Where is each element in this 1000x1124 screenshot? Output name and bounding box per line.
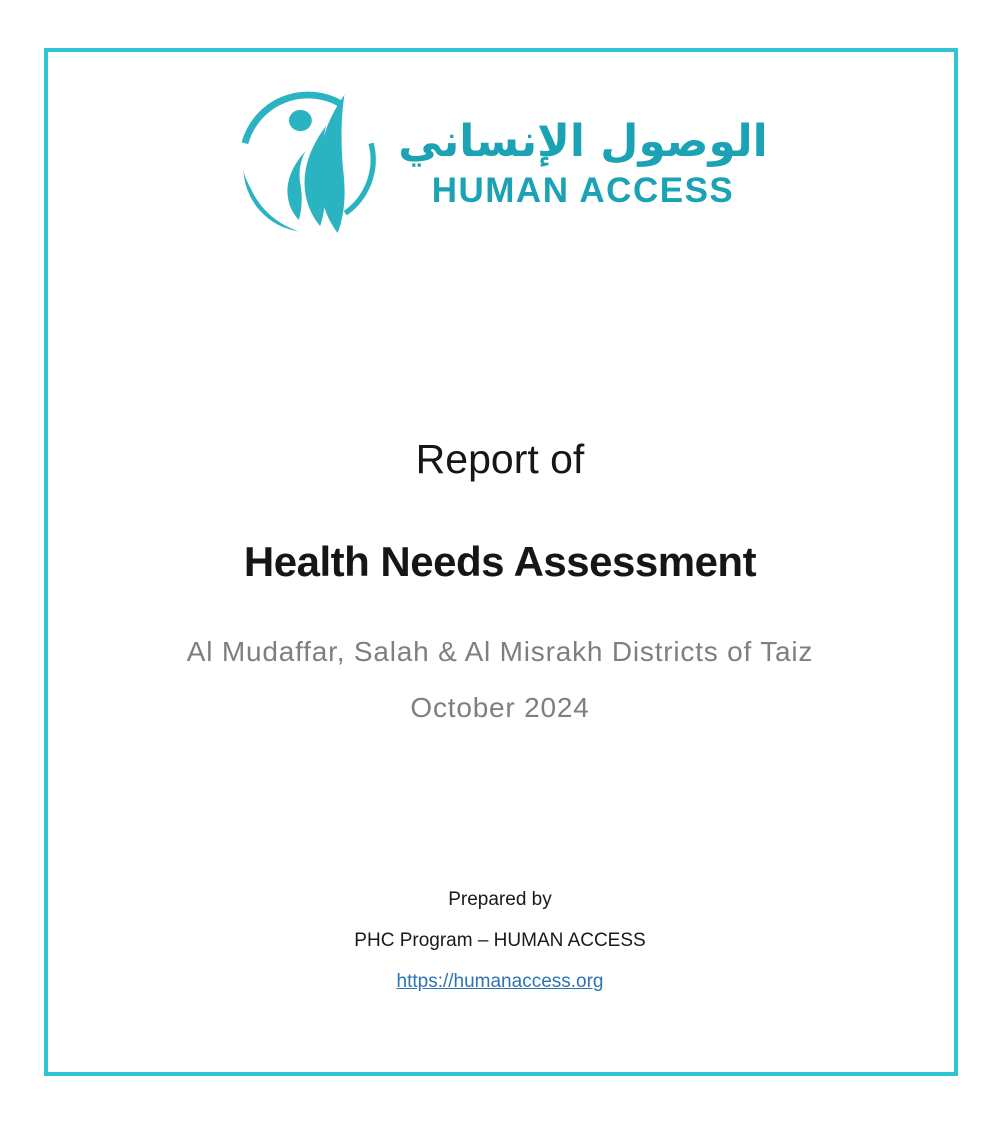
human-access-logo-icon	[232, 84, 384, 236]
logo	[0, 84, 1000, 236]
prepared-by-label: Prepared by	[448, 889, 552, 910]
report-date: October 2024	[410, 692, 590, 723]
districts-subtitle: Al Mudaffar, Salah & Al Misrakh Districts of Taiz	[186, 636, 814, 667]
logo-mark-shapes	[244, 95, 374, 233]
logo-english-name: HUMAN ACCESS	[431, 171, 735, 211]
page-title: Health Needs Assessment	[243, 538, 757, 585]
program-org-label: PHC Program – HUMAN ACCESS	[354, 930, 646, 951]
website-link-line	[0, 971, 1000, 993]
website-link[interactable]: https://humanaccess.org	[396, 971, 604, 992]
logo-wordmark	[398, 117, 768, 212]
logo-arabic-name: الوصول الإنساني	[398, 115, 768, 167]
report-of-heading: Report of	[415, 436, 585, 482]
